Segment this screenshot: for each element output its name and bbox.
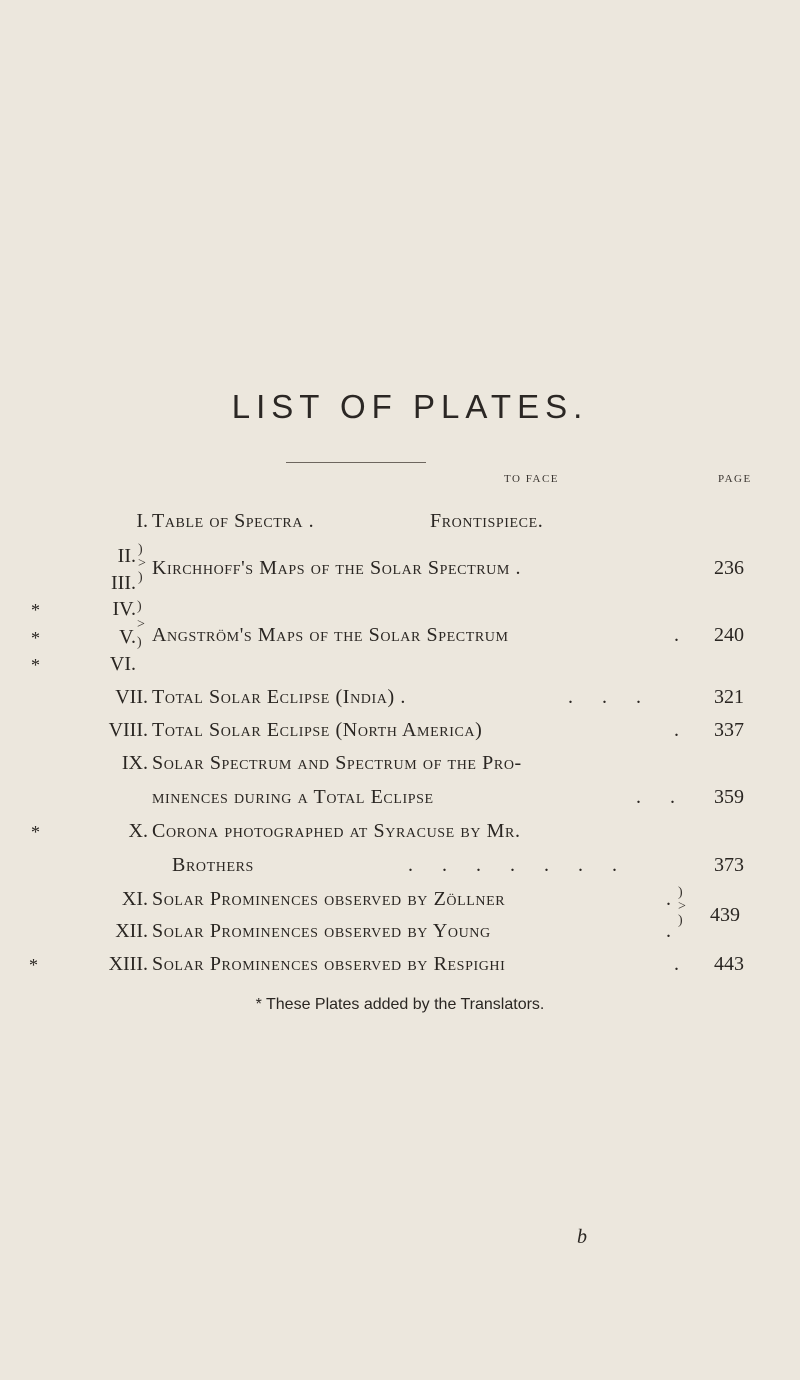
plate-page: 337: [714, 719, 744, 741]
plate-number: XIII.: [108, 953, 148, 975]
plate-page: 443: [714, 953, 744, 975]
plate-title: Solar Prominences observed by Respighi: [152, 953, 506, 975]
brace-icon: ) > ): [138, 542, 146, 585]
plate-number: IX.: [121, 752, 148, 774]
plate-number: V.: [119, 626, 136, 648]
leader-dots: .: [666, 888, 672, 910]
plate-page: 373: [714, 854, 744, 876]
leader-dots: .: [674, 624, 680, 646]
plate-title: Kirchhoff's Maps of the Solar Spectrum .: [152, 557, 522, 579]
plate-title-continued: Brothers: [172, 854, 254, 876]
plate-number: XII.: [115, 920, 148, 942]
title-rule: [286, 462, 426, 463]
plate-number: VIII.: [108, 719, 148, 741]
leader-dots: . . .: [568, 686, 653, 708]
plate-title: Total Solar Eclipse (North America): [152, 719, 483, 741]
plate-title: Total Solar Eclipse (India) .: [152, 686, 406, 708]
leader-dots: . . . . . . .: [408, 854, 629, 876]
page-title: LIST OF PLATES.: [231, 388, 589, 425]
plate-number: XI.: [121, 888, 148, 910]
plate-number: IV.: [112, 598, 136, 620]
brace-icon: ) > ): [137, 599, 145, 650]
plate-page: 321: [714, 686, 744, 708]
plate-title: Angström's Maps of the Solar Spectrum: [152, 624, 509, 646]
leader-dots: .: [674, 719, 680, 741]
asterisk-mark: *: [31, 628, 40, 648]
plate-number: VII.: [115, 686, 148, 708]
brace-icon: ) > ): [678, 885, 686, 928]
plate-number: III.: [111, 572, 136, 594]
footnote: * These Plates added by the Translators.: [255, 996, 545, 1013]
plate-number: X.: [128, 820, 148, 842]
plate-number: I.: [136, 510, 148, 532]
plate-page: 359: [714, 786, 744, 808]
leader-dots: .: [674, 953, 680, 975]
plate-page: 236: [714, 557, 744, 579]
plate-title: Table of Spectra .: [152, 510, 315, 532]
plate-page: 439: [710, 904, 740, 926]
asterisk-mark: *: [29, 955, 38, 975]
leader-dots: .: [666, 920, 672, 942]
to-face-header: TO FACE: [504, 473, 560, 485]
signature-mark: b: [577, 1226, 587, 1248]
asterisk-mark: *: [31, 600, 40, 620]
asterisk-mark: *: [31, 655, 40, 675]
plate-number: II.: [117, 545, 136, 567]
plate-page: 240: [714, 624, 744, 646]
plate-page: Frontispiece.: [430, 510, 544, 532]
plate-title: Corona photographed at Syracuse by Mr.: [152, 820, 521, 842]
page-header: PAGE: [718, 473, 752, 485]
leader-dots: . .: [636, 786, 687, 808]
plate-title: Solar Prominences observed by Zöllner: [152, 888, 506, 910]
asterisk-mark: *: [31, 822, 40, 842]
plate-title: Solar Spectrum and Spectrum of the Pro-: [152, 752, 522, 774]
plate-title: Solar Prominences observed by Young: [152, 920, 491, 942]
plate-number: VI.: [109, 653, 136, 675]
plate-title-continued: minences during a Total Eclipse: [152, 786, 434, 808]
